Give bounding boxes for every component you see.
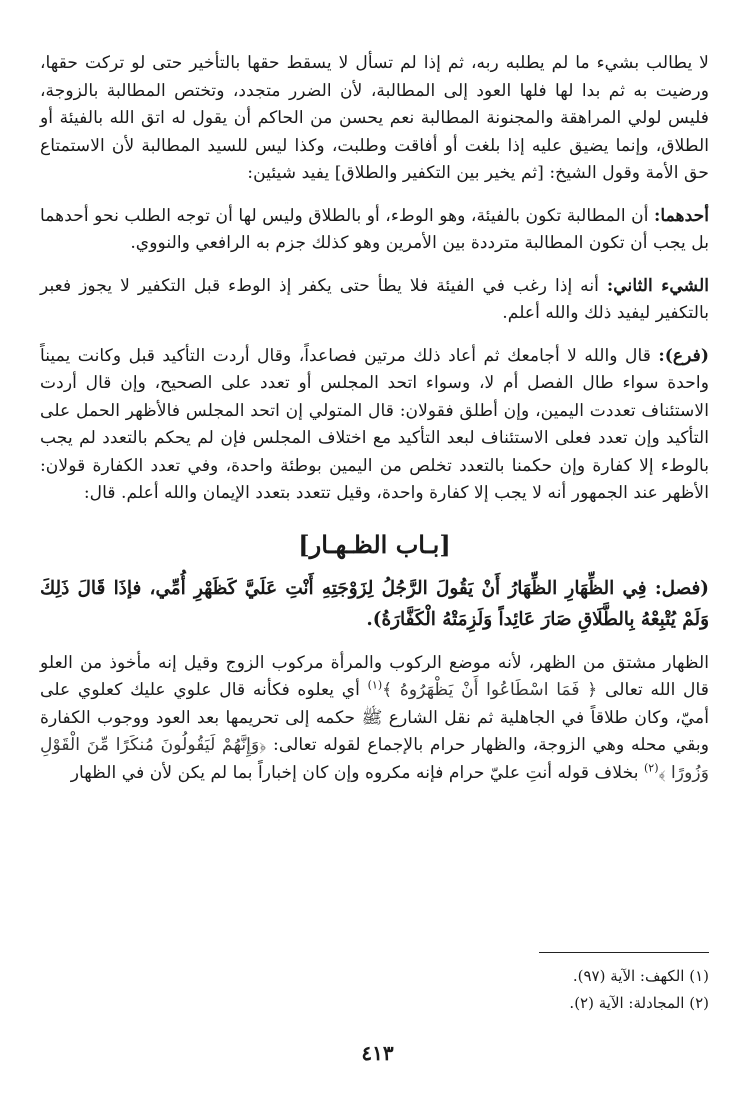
paragraph-3-lead: الشيء الثاني:	[606, 275, 709, 296]
paragraph-2-text: أن المطالبة تكون بالفيئة، وهو الوطء، أو بالطلاق وليس لها أن توجه الطلب نحو أحدهما بل يجب أن تكون المطالبة مترددة بين الأمرين وهو كذلك جزم به الرافعي والنووي.	[40, 205, 709, 253]
paragraph-3	[40, 273, 709, 328]
paragraph-4-lead: (فرع):	[658, 345, 709, 366]
section-heading: [بـاب الظـهـار]	[298, 529, 451, 559]
footnote-1: (١) الكهف: الآية (٩٧).	[572, 967, 709, 985]
quran-quote-1: ﴿ فَمَا اسْطَاعُوا أَنْ يَظْهَرُوهُ ﴾	[382, 680, 598, 700]
footnote-separator	[539, 952, 709, 953]
paragraph-4	[40, 343, 709, 508]
fasl-paragraph: (فصل: فِي الظِّهَارِ الظِّهَارُ أَنْ يَقُولَ الرَّجُلُ لِزَوْجَتِهِ أَنْتِ عَلَيَّ كَظَهْرِ أُمِّي، فإذَا قَالَ ذَلِكَ وَلَمْ يُتْبِعْهُ بِالطَّلَاقِ صَارَ عَائِداً وَلَزِمَتْهُ الْكَفَّارَةُ).	[40, 577, 709, 630]
quran-quote-2: ﴿وَإِنَّهُمْ لَيَقُولُونَ مُنكَرًا مِّنَ الْقَوْلِ وَزُورًا ﴾	[40, 735, 709, 783]
paragraph-5	[40, 650, 709, 788]
footnote-ref-2: (٢)	[643, 760, 659, 774]
paragraph-5-c: بخلاف قوله أنتِ عليّ حرام فإنه مكروه وإن كان إخباراً بما لم يكن لأن في الظهار	[70, 762, 644, 783]
paragraph-4-text: قال والله لا أجامعك ثم أعاد ذلك مرتين فصاعداً، وقال أردت التأكيد قبل وكانت يميناً واحدة سواء طال الفصل أم لا، وسواء اتحد المجلس أو تعدد على الصحيح، وإن قال أردت الاستئناف تعددت اليمين، وإن أطلق فقولان: قال المتولي إن اتحد المجلس فالأظهر الحمل على التأكيد وإن تعدد فعلى الاستئناف لبعد التأكيد مع اختلاف المجلس فإن لم يحكم بالتعدد لم يجب بالوطء إلا كفارة وإن حكمنا بالتعدد تخلص من اليمين بوطئة واحدة، وفي تعدد الكفارة قولان: الأظهر عند الجمهور أنه لا يجب إلا كفارة واحدة، وقيل تتعدد بتعدد الإيمان والله أعلم. قال:	[40, 345, 709, 503]
paragraph-2-lead: أحدهما:	[653, 205, 709, 226]
paragraph-1: لا يطالب بشيء ما لم يطلبه ربه، ثم إذا لم تسأل لا يسقط حقها بالتأخير حتى لو تركت حقها، ورضيت به ثم بدا لها فلها العود إلى المطالبة، لأن الضرر متجدد، وتختص المطالبة بالزوجة، فليس لولي المراهقة والمجنونة المطالبة نعم يحسن من الحاكم أن يقول له اتق الله بالفيئة أو الطلاق، وإنما يضيق عليه إذا بلغت أو أفاقت وطلبت، وكذا ليس للسيد المطالبة لأن الاستمتاع حق الأمة وقول الشيخ: [ثم يخير بين التكفير والطلاق] يفيد شيئين:	[40, 53, 709, 183]
paragraph-2	[40, 203, 709, 258]
paragraph-5-a: الظهار مشتق من الظهر، لأنه موضع الركوب والمرأة مركوب الزوج وقيل إنه مأخوذ من العلو قال الله تعالى	[40, 652, 709, 700]
section-heading-wrap	[40, 530, 709, 559]
footnote-2: (٢) المجادلة: الآية (٢).	[569, 994, 709, 1012]
paragraph-3-text: أنه إذا رغب في الفيئة فلا يطأ حتى يكفر إذ الوطء قبل التكفير لا يجوز فعبر بالتكفير ليفيد ذلك والله أعلم.	[40, 275, 709, 323]
paragraph-5-b: أي يعلوه فكأنه قال علوي عليك كعلوي على أميّ، وكان طلاقاً في الجاهلية ثم نقل الشارع ﷺ حكمه إلى تحريمها بعد العود ووجوب الكفارة وبقي محله وهي الزوجة، والظهار حرام بالإجماع لقوله تعالى:	[40, 680, 709, 755]
footnote-ref-1: (١)	[367, 678, 383, 692]
page-number: ٤١٣	[361, 1041, 394, 1065]
page-body	[40, 50, 709, 787]
